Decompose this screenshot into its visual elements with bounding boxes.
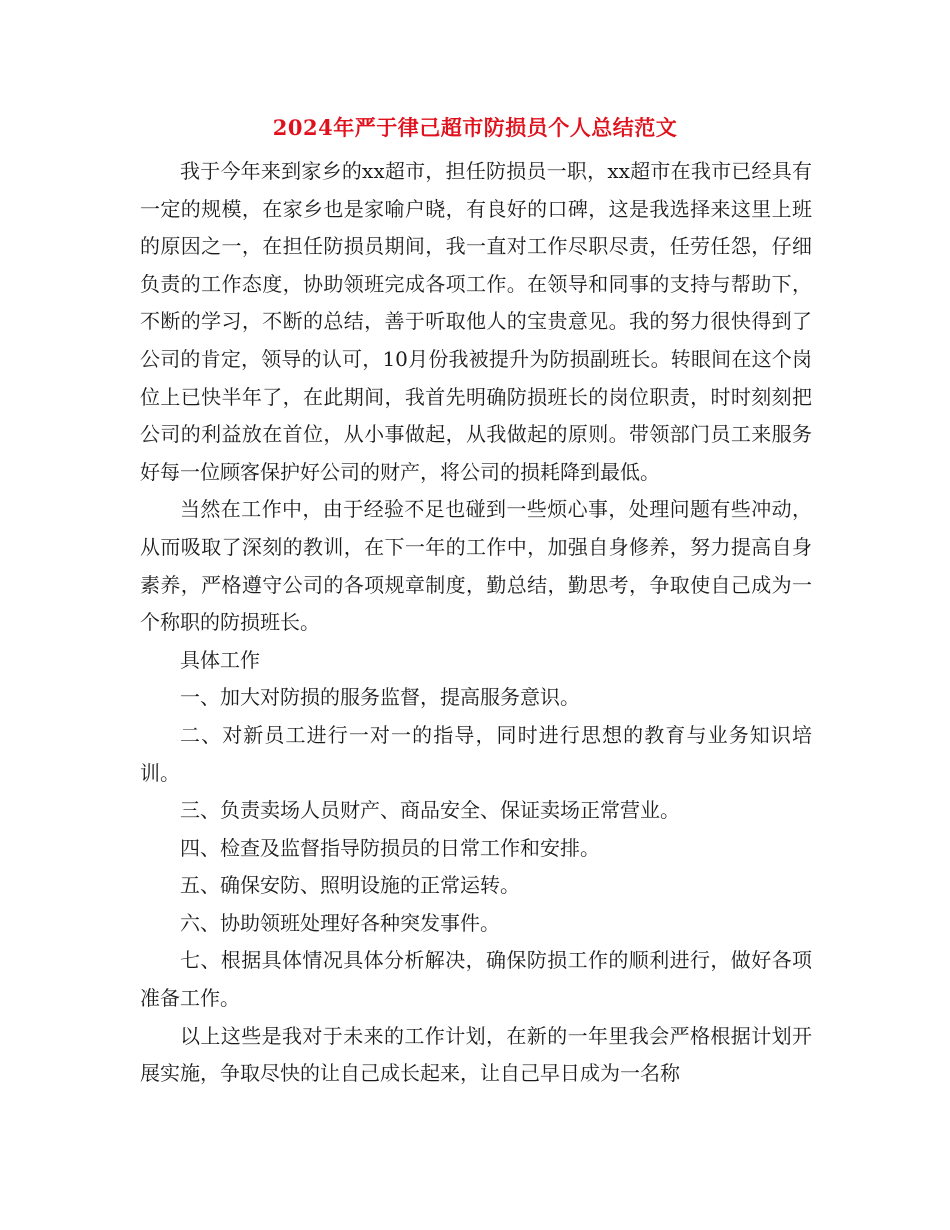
paragraph-reflection: 当然在工作中，由于经验不足也碰到一些烦心事，处理问题有些冲动，从而吸取了深刻的教训，在下一年的工作中，加强自身修养，努力提高自身素养，严格遵守公司的各项规章制度，勤总结，勤思考，争取使自己成为一个称职的防损班长。 [140, 497, 812, 635]
list-item: 四、检查及监督指导防损员的日常工作和安排。 [180, 835, 600, 860]
list-item: 二、对新员工进行一对一的指导，同时进行思想的教育与业务知识培训。 [140, 722, 812, 785]
list-item: 六、协助领班处理好各种突发事件。 [180, 910, 500, 935]
list-item: 七、根据具体情况具体分析解决，确保防损工作的顺利进行，做好各项准备工作。 [140, 948, 812, 1011]
section-heading: 具体工作 [180, 647, 260, 672]
document-title: 2024年严于律己超市防损员个人总结范文 [272, 115, 678, 140]
paragraph-intro: 我于今年来到家乡的xx超市，担任防损员一职，xx超市在我市已经具有一定的规模，在家乡也是家喻户晓，有良好的口碑，这是我选择来这里上班的原因之一，在担任防损员期间，我一直对工作尽职尽责，任劳任怨，仔细负责的工作态度，协助领班完成各项工作。在领导和同事的支持与帮助下，不断的学习，不断的总结，善于听取他人的宝贵意见。我的努力很快得到了公司的肯定，领导的认可，10月份我被提升为防损副班长。转眼间在这个岗位上已快半年了，在此期间，我首先明确防损班长的岗位职责，时时刻刻把公司的利益放在首位，从小事做起，从我做起的原则。带领部门员工来服务好每一位顾客保护好公司的财产，将公司的损耗降到最低。 [140, 159, 812, 484]
list-item: 一、加大对防损的服务监督，提高服务意识。 [180, 685, 580, 710]
paragraph-conclusion: 以上这些是我对于未来的工作计划，在新的一年里我会严格根据计划开展实施，争取尽快的让自己成长起来，让自己早日成为一名称 [140, 1023, 812, 1086]
list-item: 三、负责卖场人员财产、商品安全、保证卖场正常营业。 [180, 798, 680, 823]
list-item: 五、确保安防、照明设施的正常运转。 [180, 873, 520, 898]
document-body [140, 153, 812, 1093]
